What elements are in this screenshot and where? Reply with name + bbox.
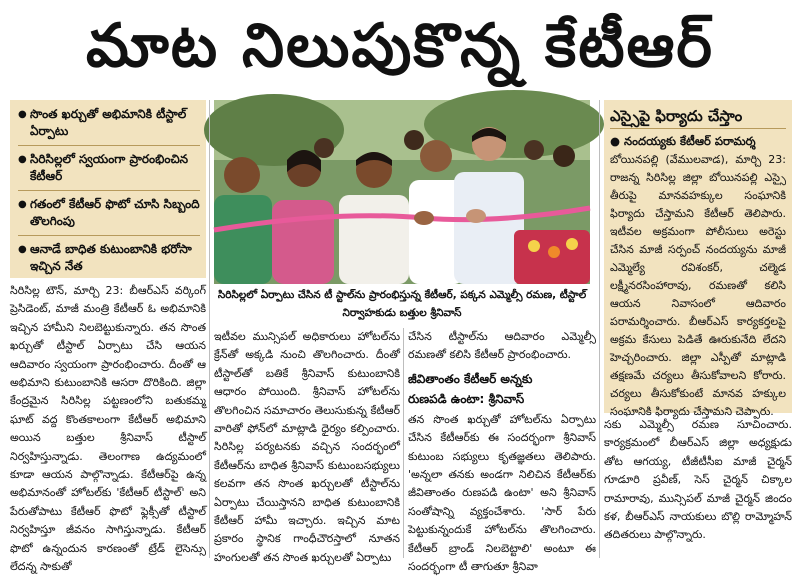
article-paragraph: తన సొంత ఖర్చుతో హోటల్‌ను ఏర్పాటు చేసిన కేటీఆర్‌కు ఈ సందర్భంగా శ్రీనివాస్ కుటుంబ సభ్యులు కృతజ్ఞతలు తెలిపారు. 'అన్నలా తనకు అండగా నిలిచిన కేటీఆర్‌కు జీవితాంతం రుణపడి ఉంటా' అని శ్రీనివాస్ సంతోషాన్ని వ్యక్తంచేశారు. 'సార్ పేరు పెట్టుకున్నందుకే హోటల్‌ను తొలగించారు. కేటీఆర్ బ్రాండ్ నిలబెట్టాలి' అంటూ ఈ సందర్భంగా టీ తాగుతూ శ్రీనివా	[408, 412, 596, 574]
column-divider	[209, 100, 210, 558]
article-column-3	[408, 328, 596, 574]
highlight-text: సిరిసిల్లలో స్వయంగా ప్రారంభించిన కేటీఆర్	[30, 152, 189, 183]
article-paragraph: చేసిన టీస్టాల్‌ను ఆదివారం ఎమ్మెల్సీ రమణతో కలిసి కేటీఆర్ ప్రారంభించారు.	[408, 330, 596, 362]
divider	[18, 190, 200, 191]
photo-illustration	[214, 100, 590, 284]
photo-caption: సిరిసిల్లలో ఏర్పాటు చేసిన టీ స్టాల్‌ను ప్రారంభిస్తున్న కేటీఆర్, పక్కన ఎమ్మెల్సీ రమణ, టీస్టాల్ నిర్వాహకుడు బత్తుల శ్రీనివాస్	[217, 289, 587, 319]
article-column-2	[214, 328, 400, 564]
sidebar-title: ఎస్సైపై ఫిర్యాదు చేస్తాం	[610, 104, 786, 129]
divider	[18, 235, 200, 236]
highlights-box	[10, 100, 206, 278]
column-divider	[403, 328, 404, 558]
sidebar-box	[604, 100, 792, 418]
subheading: జీవితాంతం కేటీఆర్ అన్నకు	[408, 371, 533, 386]
article-column-1	[10, 282, 206, 574]
bullet-icon: ●	[610, 134, 625, 148]
subheading: రుణపడి ఉంటా: శ్రీనివాస్	[408, 391, 525, 406]
highlight-text: సొంత ఖర్చుతో అభిమానికి టీస్టాల్ ఏర్పాటు	[30, 107, 187, 138]
article-paragraph: ఇటీవల మున్సిపల్ అధికారులు హోటల్‌ను క్రేన్‌తో అక్కడి నుంచి తొలగించారు. దీంతో టీస్టాల్‌తో బతికే శ్రీనివాస్ కుటుంబానికి ఆధారం పోయింది. శ్రీనివాస్ హోటల్‌ను తొలగించిన సమాచారం తెలుసుకున్న కేటీఆర్ వారితో ఫోన్‌లో మాట్లాడి ధైర్యం కల్పించారు. సిరిసిల్ల పర్యటనకు వచ్చిన సందర్భంలో కేటీఆర్‌ను బాధిత శ్రీనివాస్ కుటుంబసభ్యులు కలవగా తన సొంత ఖర్చులతో టీస్టాల్‌ను ఏర్పాటు చేయిస్తానని బాధిత కుటుంబానికి కేటీఆర్ హామీ ఇచ్చారు. ఇచ్చిన మాట ప్రకారం స్థానిక గాంధీచౌరస్తాలో నూతన హంగులతో తన సొంత ఖర్చులతో ఏర్పాటు	[214, 330, 400, 564]
sidebar-body: బోయినపల్లి (వేములవాడ), మార్చి 23: రాజన్న సిరిసిల్ల జిల్లా బోయినపల్లి ఎస్సై తీరుపై మానవహక్కుల సంఘానికి ఫిర్యాదు చేస్తామని కేటీఆర్ తెలిపారు. ఇటీవల అక్రమంగా పోలీసులు అరెస్టు చేసిన మాజీ సర్పంచ్ నందయ్యను మాజీ ఎమ్మెల్యే రవిశంకర్, చల్మెడ లక్ష్మీనరసింహారావు, రమణతో కలిసి ఆయన నివాసంలో ఆదివారం పరామర్శించారు. బీఆర్ఎస్ కార్యకర్తలపై అక్రమ కేసులు పెడితే ఊరుకునేది లేదని హెచ్చరించారు. జిల్లా ఎస్పీతో మాట్లాడి తక్షణమే చర్యలు తీసుకోవాలని కోరారు. చర్యలు తీసుకోకుంటే మానవ హక్కుల సంఘానికి ఫిర్యాదు చేస్తామని చెప్పారు.	[610, 153, 786, 418]
bullet-icon: ●	[18, 154, 27, 165]
article-paragraph: సకు ఎమ్మెల్సీ రమణ సూచించారు. కార్యక్రమంలో బీఆర్ఎస్ జిల్లా అధ్యక్షుడు తోట ఆగయ్య, టీజీటీసీఐ మాజీ చైర్మన్ గూడూరి ప్రవీణ్, సెస్ చైర్మన్ చిక్కాల రామారావు, మున్సిపల్ మాజీ చైర్మన్ జిందం కళ, బీఆర్ఎస్ నాయకులు బొల్లి రామ్మోహన్ తదితరులు పాల్గొన్నారు.	[604, 418, 792, 542]
highlight-item	[18, 106, 200, 140]
highlight-item	[18, 151, 200, 185]
bullet-icon: ●	[18, 244, 27, 255]
divider	[18, 145, 200, 146]
highlight-text: గతంలో కేటీఆర్ ఫొటో చూసి సిబ్బంది తొలగింపు	[30, 197, 200, 228]
article-paragraph: సిరిసిల్ల టౌన్, మార్చి 23: బీఆర్ఎస్ వర్కింగ్ ప్రెసిడెంట్, మాజీ మంత్రి కేటీఆర్ ఓ అభిమానికి ఇచ్చిన హామీని నిలబెట్టుకున్నారు. తన సొంత ఖర్చుతో టీస్టాల్ ఏర్పాటు చేసి ఆయన ఆదివారం స్వయంగా ప్రారంభించారు. దీంతో ఆ అభిమాని కుటుంబానికి ఆసరా దొరికింది. జిల్లా కేంద్రమైన సిరిసిల్ల పట్టణంలోని బతుకమ్మ ఘాట్ వద్ద కొంతకాలంగా కేటీఆర్ అభిమాని అయిన బత్తుల శ్రీనివాస్ టీస్టాల్ నిర్వహిస్తున్నాడు. తెలంగాణ ఉద్యమంలో కూడా ఆయన పాల్గొన్నాడు. కేటీఆర్‌పై ఉన్న అభిమానంతో హోటల్‌కు 'కేటీఆర్ టీస్టాల్' అని పేరుతోపాటు కేటీఆర్ ఫొటో ఫ్లెక్సీతో టీస్టాల్ నిర్వహిస్తూ జీవనం సాగిస్తున్నాడు. కేటీఆర్ ఫొటో ఉన్నందున కారణంతో ట్రేడ్ లైసెన్సు లేదన్న సాకుతో	[10, 284, 206, 574]
sidebar-byline	[610, 131, 786, 151]
headline: మాట నిలుపుకొన్న కేటీఆర్	[86, 11, 714, 81]
bullet-icon: ●	[18, 109, 27, 120]
news-photo	[214, 100, 590, 284]
highlight-item	[18, 241, 200, 275]
article-column-4	[604, 416, 792, 558]
highlight-item	[18, 196, 200, 230]
sidebar-byline-text: నందయ్యకు కేటీఆర్ పరామర్శ	[624, 134, 756, 148]
bullet-icon: ●	[18, 199, 27, 210]
column-divider	[599, 100, 600, 558]
highlight-text: ఆనాడే బాధిత కుటుంబానికి భరోసా ఇచ్చిన నేత	[30, 242, 192, 273]
